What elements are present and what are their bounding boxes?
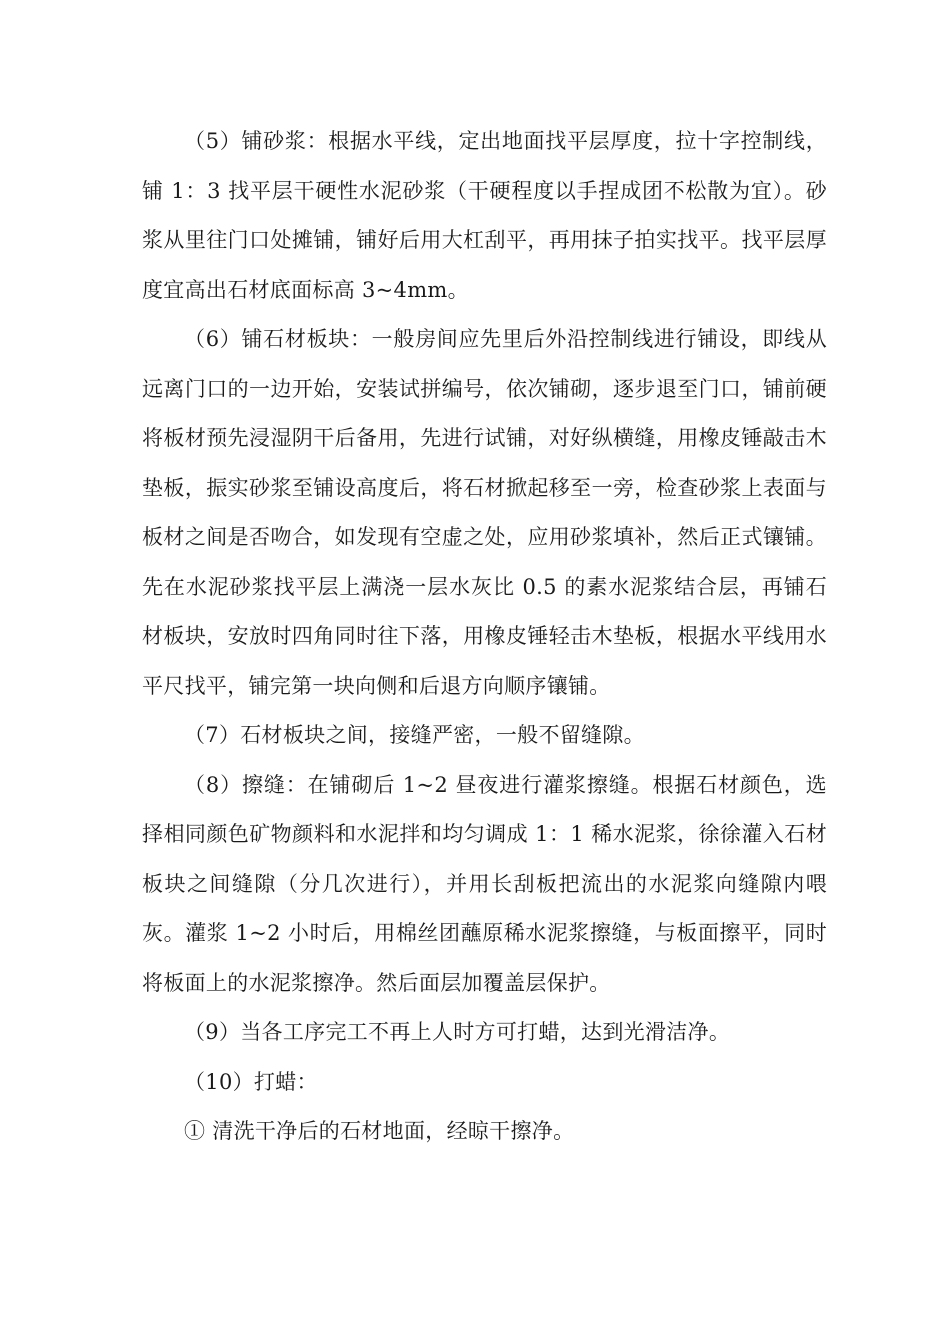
paragraph-step-6: （6）铺石材板块：一般房间应先里后外沿控制线进行铺设，即线从远离门口的一边开始，安装试拼编号，依次铺砌，逐步退至门口，铺前硬将板材预先浸湿阴干后备用，先进行试铺，对好纵横缝，用橡皮锤敲击木垫板，振实砂浆至铺设高度后，将石材掀起移至一旁，检查砂浆上表面与板材之间是否吻合，如发现有空虚之处，应用砂浆填补，然后正式镶铺。先在水泥砂浆找平层上满浇一层水灰比 0.5 的素水泥浆结合层，再铺石材板块，安放时四角同时往下落，用橡皮锤轻击木垫板，根据水平线用水平尺找平，铺完第一块向侧和后退方向顺序镶铺。 <box>142 327 827 698</box>
paragraph-step-7: （7）石材板块之间，接缝严密，一般不留缝隙。 <box>184 723 645 747</box>
paragraph-step-10: （10）打蜡： <box>184 1069 318 1094</box>
document-body <box>142 117 827 1157</box>
paragraph-step-5: （5）铺砂浆：根据水平线，定出地面找平层厚度，拉十字控制线，铺 1：3 找平层干硬性水泥砂浆（干硬程度以手捏成团不松散为宜）。砂浆从里往门口处摊铺，铺好后用大杠刮平，再用抹子拍实找平。找平层厚度宜高出石材底面标高 3~4mm。 <box>142 129 827 302</box>
list-item-1: ① 清洗干净后的石材地面，经晾干擦净。 <box>184 1119 575 1143</box>
paragraph-step-9: （9）当各工序完工不再上人时方可打蜡，达到光滑洁净。 <box>184 1020 731 1044</box>
paragraph-step-8: （8）擦缝：在铺砌后 1~2 昼夜进行灌浆擦缝。根据石材颜色，选择相同颜色矿物颜料和水泥拌和均匀调成 1：1 稀水泥浆，徐徐灌入石材板块之间缝隙（分几次进行），并用长刮板把流出的水泥浆向缝隙内喂灰。灌浆 1~2 小时后，用棉丝团蘸原稀水泥浆擦缝，与板面擦平，同时将板面上的水泥浆擦净。然后面层加覆盖层保护。 <box>142 772 827 995</box>
